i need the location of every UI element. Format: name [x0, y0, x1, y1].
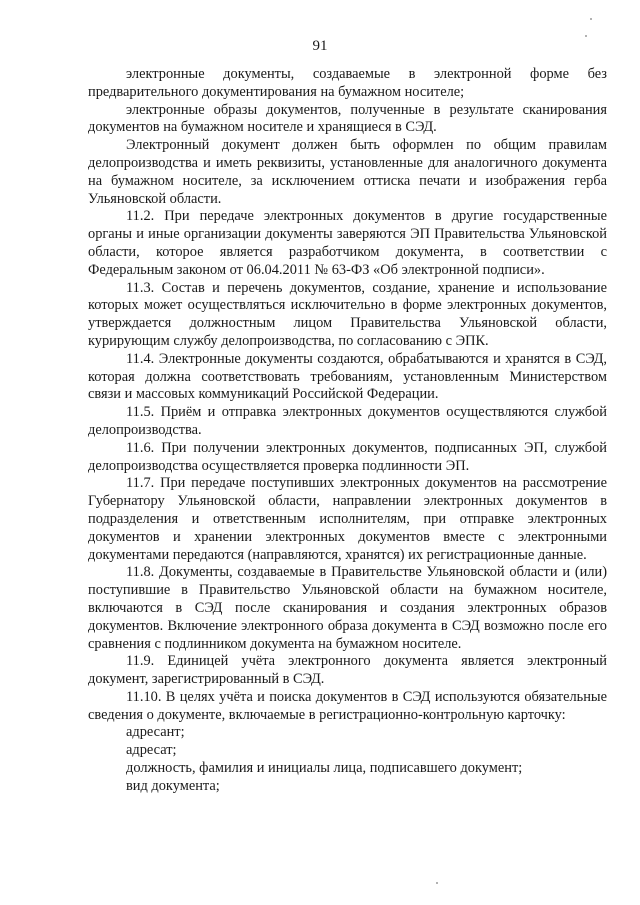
- scan-speck: [585, 35, 587, 37]
- paragraph: 11.2. При передаче электронных документов в другие государственные органы и иные организации документы заверяются ЭП Правительства Ульяновской области, которое является разработчиком документа, в соответствии с Федеральным законом от 06.04.2011 № 63-ФЗ «Об электронной подписи».: [88, 208, 607, 278]
- document-body: [88, 66, 607, 796]
- paragraph: 11.10. В целях учёта и поиска документов в СЭД используются обязательные сведения о документе, включаемые в регистрационно-контрольную карточку:: [88, 688, 607, 723]
- paragraph: 11.5. Приём и отправка электронных документов осуществляются службой делопроизводства.: [88, 404, 607, 438]
- paragraph: 11.3. Состав и перечень документов, создание, хранение и использование которых может осуществляться исключительно в форме электронных документов, утверждается должностным лицом Правительства Ульяновской области, курирующим службу делопроизводства, по согласованию с ЭПК.: [88, 279, 607, 349]
- paragraph: 11.7. При передаче поступивших электронных документов на рассмотрение Губернатору Ульяновской области, направлении электронных документов в подразделения и ответственным исполнителям, при отправке электронных документов и хранении электронных документов вместе с электронными документами передаются (направляются, хранятся) их регистрационные данные.: [88, 475, 607, 563]
- paragraph: 11.4. Электронные документы создаются, обрабатываются и хранятся в СЭД, которая должна соответствовать требованиям, установленным Министерством связи и массовых коммуникаций Российской Федерации.: [88, 350, 607, 403]
- paragraph: 11.8. Документы, создаваемые в Правительстве Ульяновской области и (или) поступившие в Правительство Ульяновской области на бумажном носителе, включаются в СЭД после сканирования и создания электронных образов документов. Включение электронного образа документа в СЭД возможно после его сравнения с подлинником документа на бумажном носителе.: [88, 564, 607, 652]
- list-item: вид документа;: [126, 777, 220, 794]
- scan-speck: [590, 18, 592, 20]
- paragraph: электронные документы, создаваемые в электронной форме без предварительного документирования на бумажном носителе;: [88, 66, 607, 100]
- list-item: адресант;: [126, 724, 185, 741]
- list-item: адресат;: [126, 742, 177, 759]
- scan-speck: [436, 882, 438, 884]
- list-item: должность, фамилия и инициалы лица, подписавшего документ;: [126, 760, 523, 777]
- paragraph: Электронный документ должен быть оформлен по общим правилам делопроизводства и иметь реквизиты, установленные для аналогичного документа на бумажном носителе, за исключением оттиска печати и изображения герба Ульяновской области.: [88, 137, 607, 207]
- paragraph: 11.6. При получении электронных документов, подписанных ЭП, службой делопроизводства осуществляется проверка подлинности ЭП.: [88, 439, 607, 474]
- paragraph: электронные образы документов, полученные в результате сканирования документов на бумажном носителе и хранящиеся в СЭД.: [88, 101, 607, 136]
- page-number: 91: [312, 38, 328, 54]
- paragraph: 11.9. Единицей учёта электронного документа является электронный документ, зарегистрированный в СЭД.: [88, 653, 607, 688]
